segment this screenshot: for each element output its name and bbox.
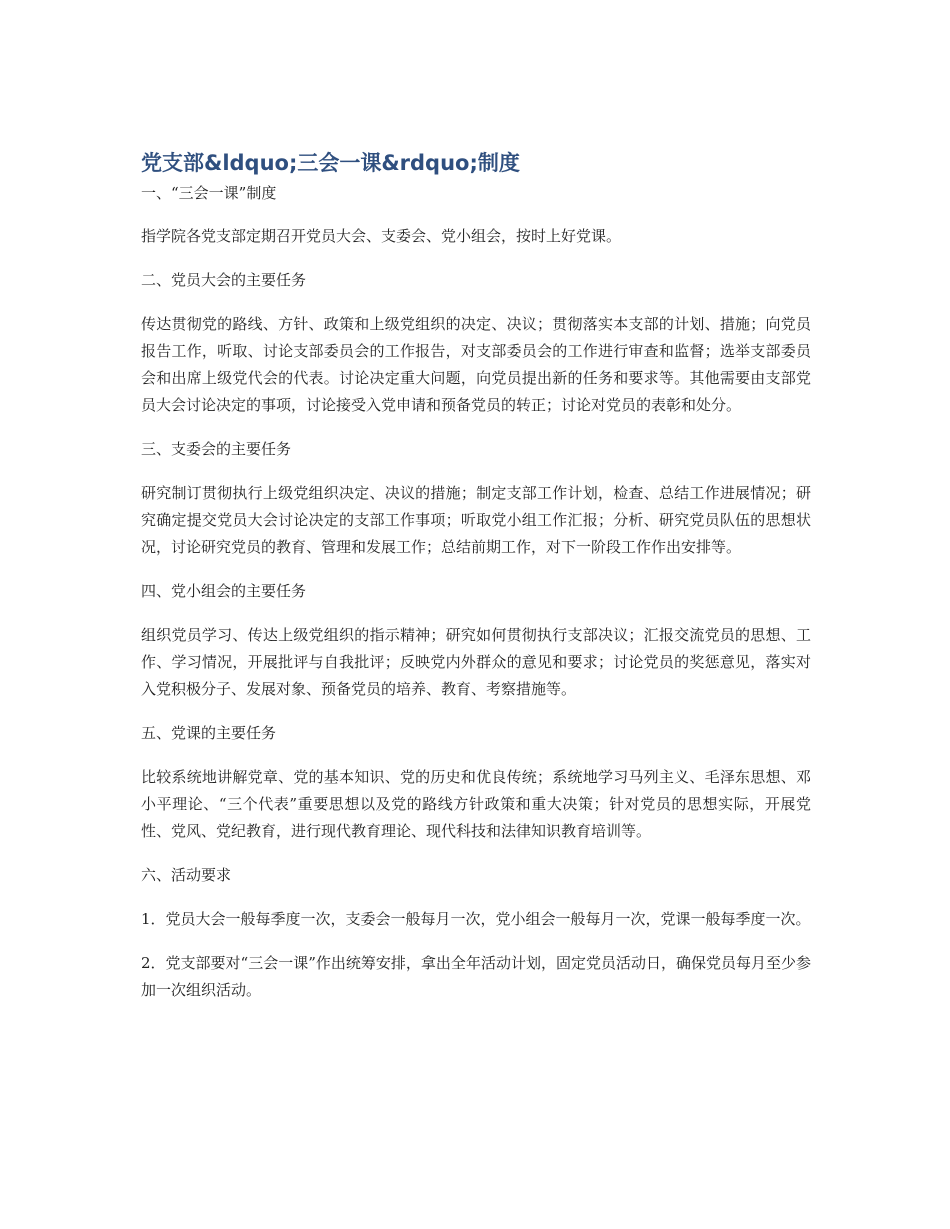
section-heading: 二、党员大会的主要任务 xyxy=(141,271,307,289)
paragraph: 传达贯彻党的路线、方针、政策和上级党组织的决定、决议；贯彻落实本支部的计划、措施；向党员报告工作，听取、讨论支部委员会的工作报告，对支部委员会的工作进行审查和监督；选举支部委员会和出席上级党代会的代表。讨论决定重大问题，向党员提出新的任务和要求等。其他需要由支部党员大会讨论决定的事项，讨论接受入党申请和预备党员的转正；讨论对党员的表彰和处分。 xyxy=(141,315,811,414)
list-item: 2．党支部要对“三会一课”作出统筹安排，拿出全年活动计划，固定党员活动日，确保党员每月至少参加一次组织活动。 xyxy=(141,954,811,999)
section-heading: 六、活动要求 xyxy=(141,866,232,884)
paragraph: 组织党员学习、传达上级党组织的指示精神；研究如何贯彻执行支部决议；汇报交流党员的思想、工作、学习情况，开展批评与自我批评；反映党内外群众的意见和要求；讨论党员的奖惩意见，落实对入党积极分子、发展对象、预备党员的培养、教育、考察措施等。 xyxy=(141,626,811,698)
paragraph: 指学院各党支部定期召开党员大会、支委会、党小组会，按时上好党课。 xyxy=(141,227,622,245)
section-heading: 五、党课的主要任务 xyxy=(141,724,277,742)
paragraph: 研究制订贯彻执行上级党组织决定、决议的措施；制定支部工作计划，检查、总结工作进展情况；研究确定提交党员大会讨论决定的支部工作事项；听取党小组工作汇报；分析、研究党员队伍的思想状况，讨论研究党员的教育、管理和发展工作；总结前期工作，对下一阶段工作作出安排等。 xyxy=(141,484,811,556)
list-item: 1．党员大会一般每季度一次，支委会一般每月一次，党小组会一般每月一次，党课一般每季度一次。 xyxy=(141,910,811,928)
section-heading: 四、党小组会的主要任务 xyxy=(141,582,307,600)
section-heading: 一、“三会一课”制度 xyxy=(141,184,277,202)
page-title: 党支部&ldquo;三会一课&rdquo;制度 xyxy=(141,151,520,175)
section-heading: 三、支委会的主要任务 xyxy=(141,440,292,458)
document-page xyxy=(141,146,811,1004)
paragraph: 比较系统地讲解党章、党的基本知识、党的历史和优良传统；系统地学习马列主义、毛泽东思想、邓小平理论、“三个代表”重要思想以及党的路线方针政策和重大决策；针对党员的思想实际，开展党性、党风、党纪教育，进行现代教育理论、现代科技和法律知识教育培训等。 xyxy=(141,768,811,840)
